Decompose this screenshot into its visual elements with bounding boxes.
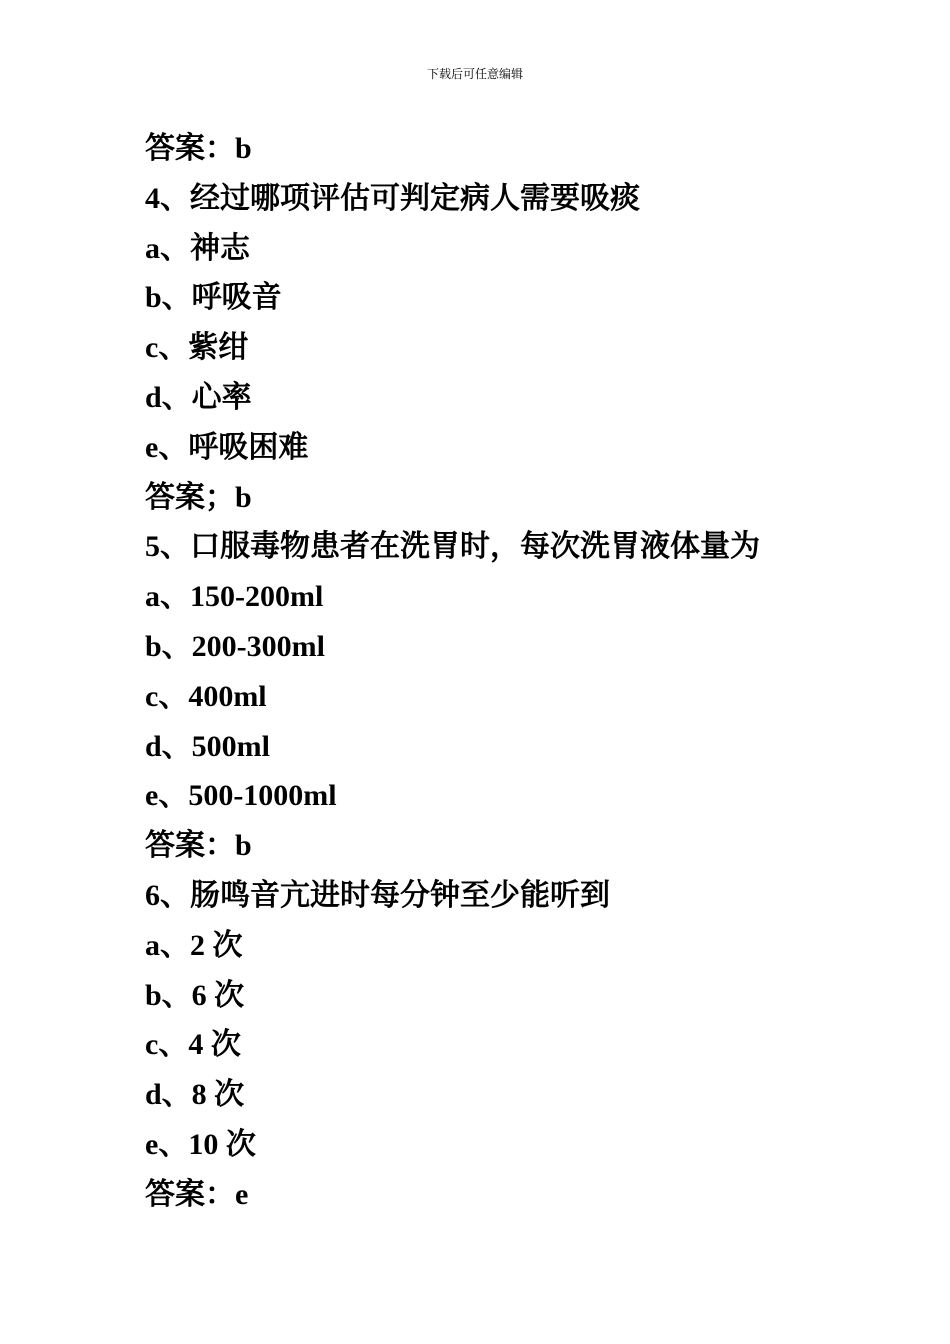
question-5: 5、口服毒物患者在洗胃时，每次洗胃液体量为 bbox=[145, 530, 760, 564]
option-line: b、200-300ml bbox=[145, 629, 325, 663]
option-line: d、500ml bbox=[145, 729, 271, 763]
answer-line: 答案；b bbox=[145, 480, 252, 514]
option-line: a、150-200ml bbox=[145, 580, 324, 614]
question-6: 6、肠鸣音亢进时每分钟至少能听到 bbox=[145, 878, 610, 912]
option-line: d、8 次 bbox=[145, 1078, 245, 1112]
option-line: b、呼吸音 bbox=[145, 281, 282, 315]
option-line: e、呼吸困难 bbox=[145, 430, 309, 464]
option-line: b、6 次 bbox=[145, 978, 245, 1012]
option-line: e、10 次 bbox=[145, 1127, 256, 1161]
document-body bbox=[145, 124, 845, 1220]
answer-line: 答案：b bbox=[145, 132, 252, 165]
answer-line: 答案：b bbox=[145, 829, 252, 863]
option-line: a、2 次 bbox=[145, 928, 243, 962]
answer-line: 答案：e bbox=[145, 1177, 249, 1211]
page-header: 下载后可任意编辑 bbox=[426, 67, 523, 81]
option-line: a、神志 bbox=[145, 231, 250, 265]
question-4: 4、经过哪项评估可判定病人需要吸痰 bbox=[145, 181, 640, 215]
option-line: d、心率 bbox=[145, 380, 252, 414]
option-line: c、400ml bbox=[145, 679, 267, 713]
option-line: c、紫绀 bbox=[145, 331, 249, 365]
option-line: c、4 次 bbox=[145, 1028, 241, 1062]
option-line: e、500-1000ml bbox=[145, 779, 337, 813]
